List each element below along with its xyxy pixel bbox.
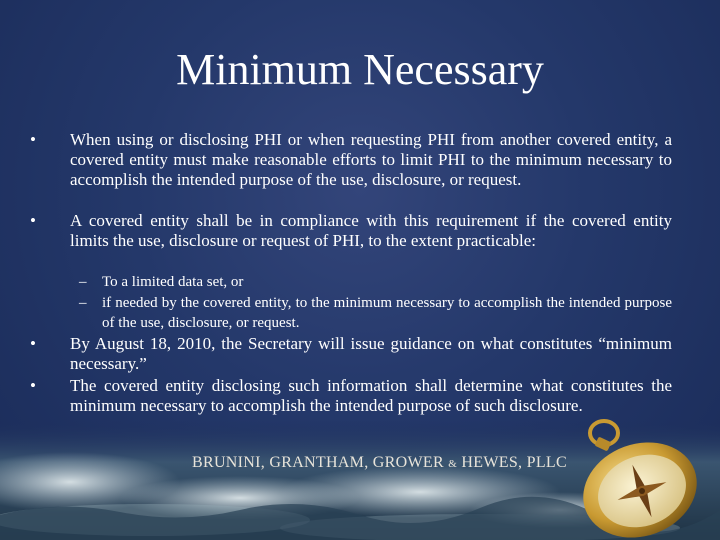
- bullet-text: By August 18, 2010, the Secretary will issue guidance on what constitutes “minimum necessary.”: [70, 334, 672, 373]
- firm-ampersand: &: [448, 458, 458, 470]
- sub-bullet-marker: –: [79, 274, 87, 290]
- compass-icon: [560, 405, 720, 540]
- firm-name-part2: HEWES, PLLC: [461, 454, 567, 471]
- bullet-text: When using or disclosing PHI or when requesting PHI from another covered entity, a covered entity must make reasonable efforts to limit PHI to the minimum necessary to accomplish the intended purpose of the use, disclosure, or request.: [70, 130, 672, 189]
- firm-name: [192, 454, 567, 472]
- bullet-text: The covered entity disclosing such information shall determine what constitutes the minimum necessary to accomplish the intended purpose of such disclosure.: [70, 376, 672, 415]
- sub-bullet-marker: –: [79, 295, 87, 311]
- bullet-marker: •: [30, 211, 36, 230]
- slide-title: Minimum Necessary: [176, 45, 544, 94]
- sub-bullet-text: To a limited data set, or: [102, 274, 244, 290]
- bullet-marker: •: [30, 334, 36, 353]
- bullet-text: A covered entity shall be in compliance with this requirement if the covered entity limits the use, disclosure or request of PHI, to the extent practicable:: [70, 211, 672, 250]
- sub-bullet-text: if needed by the covered entity, to the minimum necessary to accomplish the intended purpose of the use, disclosure, or request.: [102, 295, 672, 331]
- firm-name-part1: BRUNINI, GRANTHAM, GROWER: [192, 454, 444, 471]
- bullet-marker: •: [30, 376, 36, 395]
- bullet-marker: •: [30, 130, 36, 149]
